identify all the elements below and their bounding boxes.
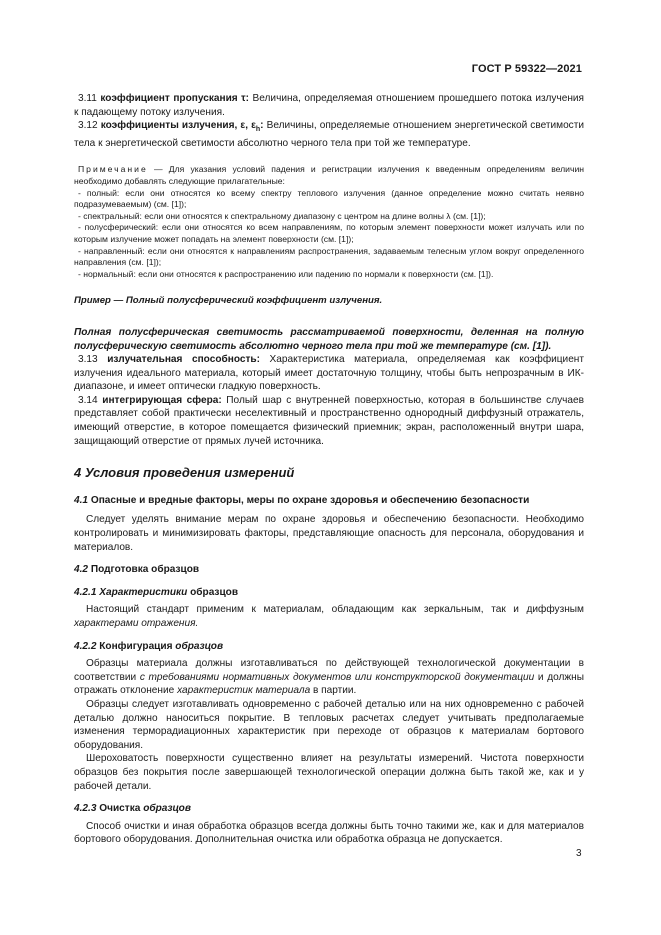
definition-3-13: 3.13 излучательная способность: Характеристика материала, определяемая как коэффициент излучения идеального материала, который имеет достаточную толщину, чтобы быть непрозрачным в ИК-диапазоне, и имеет оптически гладкую поверхность. bbox=[74, 354, 585, 393]
note-item: - спектральный: если они относятся к спектральному диапазону с центром на длине волны λ (см. [1]); bbox=[78, 210, 486, 221]
note-item: - направленный: если они относятся к направлениям распространения, задаваемым телесным углом вокруг определенного направления (см. [1]); bbox=[74, 245, 584, 268]
section-4-2-1-text: Настоящий стандарт применим к материалам, обладающим как зеркальным, так и диффузным характерами отражения. bbox=[74, 604, 584, 630]
note-item: - полусферический: если они относятся ко всем направлениям, по которым элемент поверхности может излучать или по которым излучение может попадать на элемент поверхности (см. [1]); bbox=[74, 222, 584, 244]
section-4-2-2-paragraph: Образцы следует изготавливать одновременно с рабочей деталью или на них одновременно с рабочей деталью должно наноситься покрытие. В тепловых расчетах следует учитывать предполагаемые изменения терморадиационных характеристик при переходе от образцов к материалам бортового оборудования. bbox=[74, 698, 584, 751]
term: излучательная способность: bbox=[107, 354, 260, 366]
note-item: - нормальный: если они относятся к распространению или падению по нормали к поверхности (см. [1]). bbox=[78, 268, 494, 279]
clause-number: 3.12 bbox=[78, 120, 98, 132]
term: коэффициент пропускания τ: bbox=[100, 93, 250, 104]
section-4-2-2-paragraph: Образцы материала должны изготавливаться по действующей технологической документации в соответствии с требованиями нормативных документов или конструкторской документации и должны отражать отклонение характеристик материала в партии. bbox=[74, 658, 584, 697]
section-4-2-1-heading: 4.2.1 Характеристики образцов bbox=[74, 586, 239, 598]
section-4-2-3-heading: 4.2.3 Очистка образцов bbox=[74, 803, 191, 815]
section-4-2-2-heading: 4.2.2 Конфигурация образцов bbox=[74, 640, 224, 652]
section-4-1-text: Следует уделять внимание мерам по охране здоровья и обеспечению безопасности. Необходимо контролировать и минимизировать факторы, представляющие опасность для персонала, оборудования и материалов. bbox=[74, 514, 584, 553]
section-4-2-3-text: Способ очистки и иная обработка образцов всегда должны быть точно такими же, как и для материалов бортового оборудования. Дополнительная очистка или обработка образца не допускается. bbox=[74, 820, 584, 846]
section-4-2-2-paragraph: Шероховатость поверхности существенно влияет на результаты измерений. Чистота поверхности образцов без покрытия после завершающей технологической операции должна быть такой же, как и у рабочей детали. bbox=[74, 753, 584, 792]
definition-text: Величины, определяемые отношением энергетической светимости тела к энергетической светимости абсолютно черного тела при той же температуре. bbox=[74, 120, 584, 149]
definition-text: Величина, определяемая отношением прошедшего потока излучения к падающему потоку излучения. bbox=[74, 93, 585, 118]
page-number: 3 bbox=[576, 848, 582, 859]
page-content bbox=[74, 92, 584, 847]
note-item: - полный: если они относятся ко всему спектру теплового излучения (данное определение можно считать неявно подразумеваемым) (см. [1]); bbox=[74, 187, 584, 210]
section-4-heading: 4 Условия проведения измерений bbox=[74, 465, 295, 481]
definition-text: Характеристика материала, определяемая как коэффициент излучения идеального материала, который имеет достаточную толщину, чтобы быть непрозрачным в ИК-диапазоне, и имеет оптически гладкую поверхность. bbox=[74, 354, 585, 393]
term-subscript: h bbox=[255, 126, 261, 134]
example-definition: Полная полусферическая светимость рассматриваемой поверхности, деленная на полную полусферическую светимость абсолютно черного тела при той же температуре (см. [1]). bbox=[74, 326, 584, 352]
example-heading: Пример — Полный полусферический коэффициент излучения. bbox=[74, 295, 383, 307]
note-block bbox=[74, 164, 584, 280]
section-4-1-heading: 4.1 Опасные и вредные факторы, меры по охране здоровья и обеспечению безопасности bbox=[74, 494, 530, 506]
definition-3-11 bbox=[74, 92, 584, 119]
definition-text: Полый шар с внутренней поверхностью, которая в большинстве случаев представляет собой практически неселективный и пространственно однородный диффузный отражатель, имеющий отверстие, в которое помещается физический приемник; экран, расположенный внутри шара, защищающий отверстие от прямых лучей источника. bbox=[74, 394, 584, 447]
note-intro: Примечание — Для указания условий падения и регистрации излучения к введенным определениям величин необходимо добавлять следующие прилагательные: bbox=[74, 164, 584, 186]
definition-3-12 bbox=[74, 119, 584, 150]
term: коэффициенты излучения, ε, $\varepsilon_h$: bbox=[100, 120, 264, 134]
note-label: Примечание bbox=[78, 164, 148, 175]
clause-number: 3.11 bbox=[78, 93, 97, 104]
section-4-2-heading: 4.2 Подготовка образцов bbox=[74, 564, 200, 576]
term: интегрирующая сфера: bbox=[102, 394, 222, 406]
definition-3-14: 3.14 интегрирующая сфера: Полый шар с внутренней поверхностью, которая в большинстве случаев представляет собой практически неселективный и пространственно однородный диффузный отражатель, имеющий отверстие, в которое помещается физический приемник; экран, расположенный внутри шара, защищающий отверстие от прямых лучей источника. bbox=[74, 394, 584, 447]
standard-header: ГОСТ Р 59322—2021 bbox=[471, 63, 582, 75]
